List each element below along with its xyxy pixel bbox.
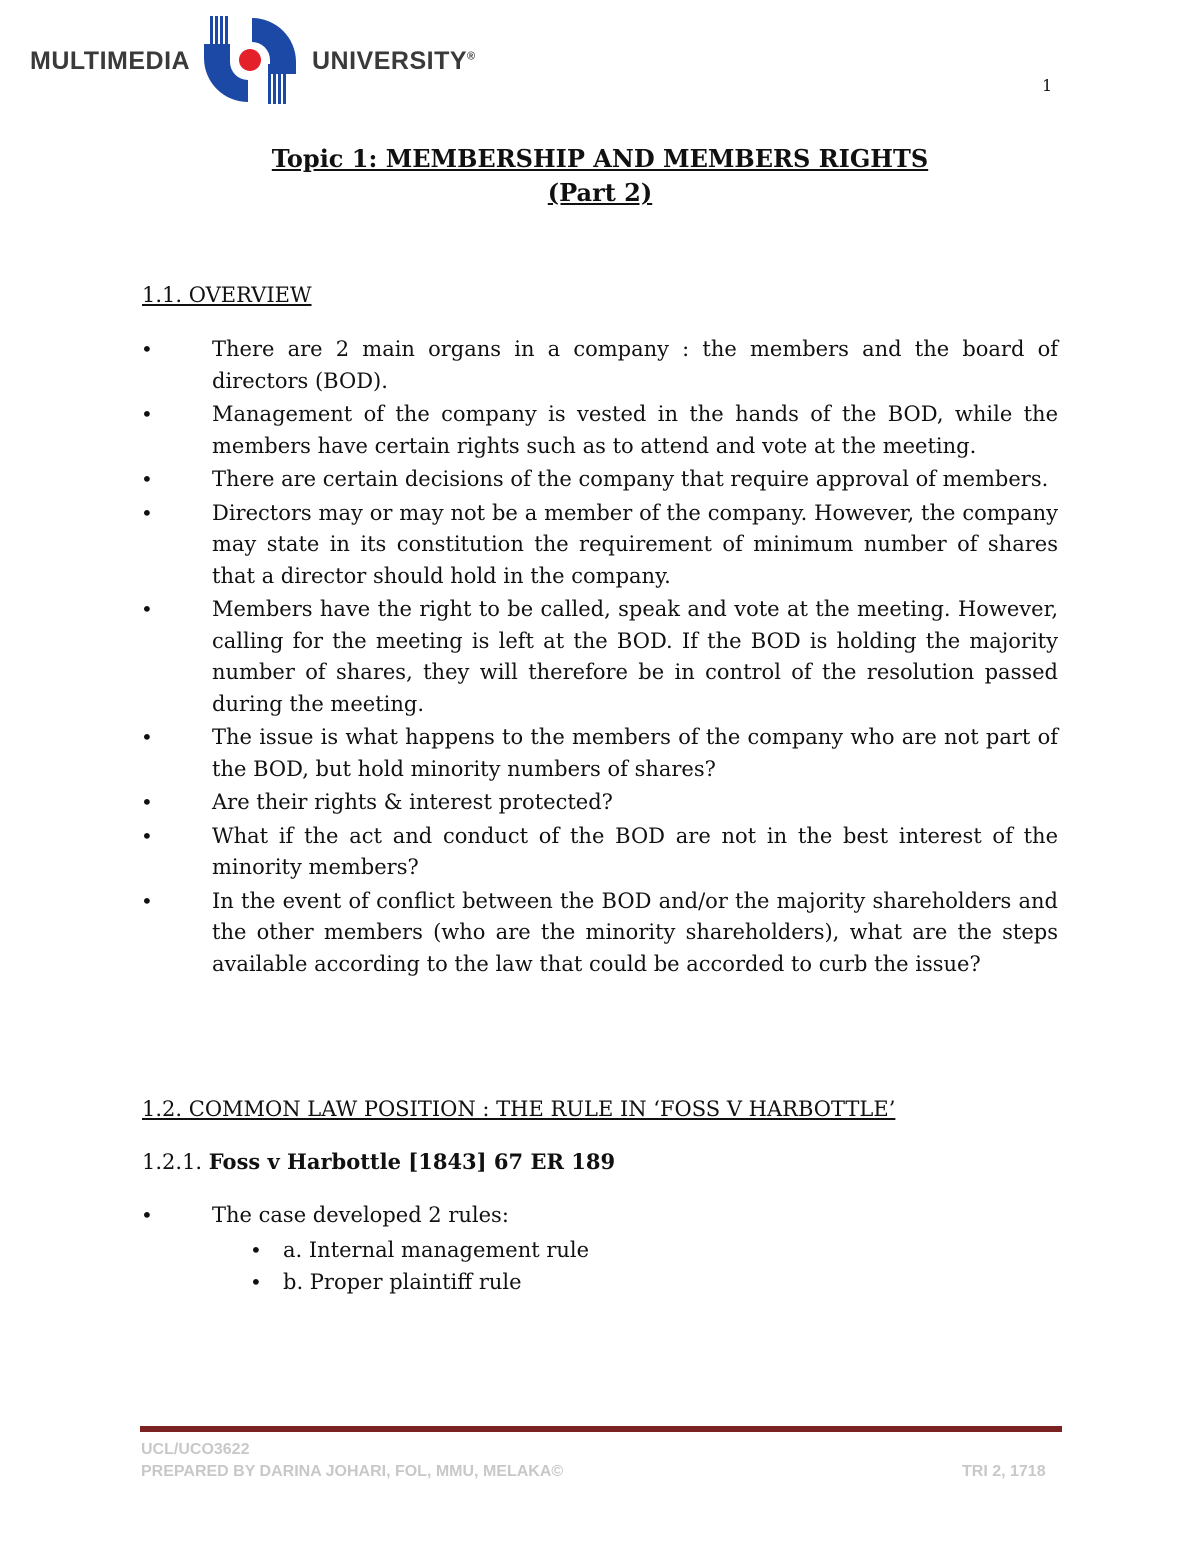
- list-item: • In the event of conflict between the BOD and/or the majority shareholders and the other members (who are the minority shareholders), what are the steps available according to the law that could be accorded to curb the issue?: [0, 886, 1058, 981]
- document-title: Topic 1: MEMBERSHIP AND MEMBERS RIGHTS: [271, 144, 929, 173]
- section-heading-overview: 1.1. OVERVIEW: [142, 283, 312, 307]
- rules-sub-bullet-list: [0, 1234, 589, 1298]
- footer-trimester: TRI 2, 1718: [962, 1463, 1046, 1480]
- university-logo: [30, 14, 476, 106]
- footer-course-code: UCL/UCO3622: [141, 1441, 250, 1458]
- list-item: • Members have the right to be called, speak and vote at the meeting. However, calling for the meeting is left at the BOD. If the BOD is holding the majority number of shares, they will therefore be in control of the resolution passed during the meeting.: [0, 594, 1058, 720]
- list-item: • b. Proper plaintiff rule: [0, 1266, 589, 1298]
- page-number: 1: [1042, 76, 1053, 95]
- footer-divider: [140, 1426, 1062, 1432]
- list-item: • There are certain decisions of the company that require approval of members.: [0, 464, 1058, 496]
- mmu-logo-mark-icon: [200, 14, 300, 106]
- subsection-number: 1.2.1.: [142, 1150, 203, 1174]
- list-item: • Directors may or may not be a member of the company. However, the company may state in its constitution the requirement of minimum number of shares that a director should hold in the company.: [0, 498, 1058, 593]
- list-item: • What if the act and conduct of the BOD are not in the best interest of the minority members?: [0, 821, 1058, 884]
- list-item: • The case developed 2 rules:: [0, 1200, 1058, 1232]
- list-item: • The issue is what happens to the members of the company who are not part of the BOD, but hold minority numbers of shares?: [0, 722, 1058, 785]
- rules-bullet-list: [0, 1200, 1058, 1232]
- list-item: • There are 2 main organs in a company : the members and the board of directors (BOD).: [0, 334, 1058, 397]
- section-heading-common-law: 1.2. COMMON LAW POSITION : THE RULE IN ‘FOSS V HARBOTTLE’: [142, 1097, 896, 1121]
- case-citation: Foss v Harbottle [1843] 67 ER 189: [208, 1149, 616, 1174]
- logo-text-multimedia: MULTIMEDIA: [30, 47, 191, 75]
- footer-prepared-by: PREPARED BY DARINA JOHARI, FOL, MMU, MELAKA©: [141, 1463, 564, 1480]
- list-item: • Management of the company is vested in the hands of the BOD, while the members have certain rights such as to attend and vote at the meeting.: [0, 399, 1058, 462]
- document-subtitle: (Part 2): [547, 178, 653, 207]
- list-item: • Are their rights & interest protected?: [0, 787, 1058, 819]
- subsection-heading-foss-v-harbottle: [142, 1149, 615, 1174]
- overview-bullet-list: [0, 334, 1058, 980]
- list-item: • a. Internal management rule: [0, 1234, 589, 1266]
- logo-text-university: UNIVERSITY®: [312, 47, 476, 75]
